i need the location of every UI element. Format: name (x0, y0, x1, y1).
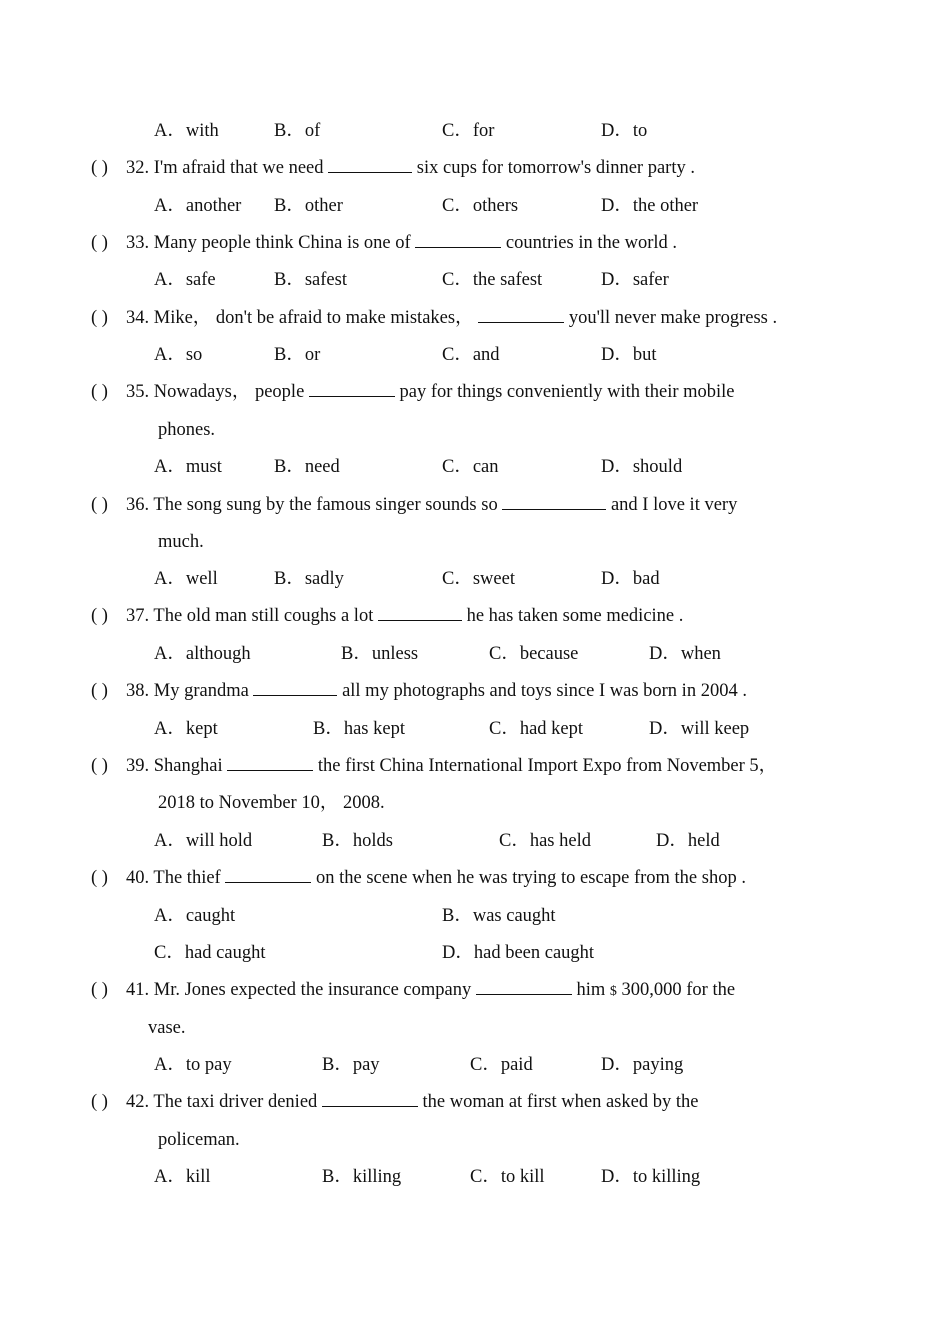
answer-blank (309, 380, 395, 397)
option-b: B．was caught (442, 906, 556, 926)
option-d: D．when (649, 644, 721, 664)
answer-blank (225, 866, 311, 883)
option-a: A．although (154, 644, 251, 664)
answer-paren: ( ) (91, 495, 108, 515)
option-d: D．had been caught (442, 943, 595, 963)
option-d: D．bad (601, 569, 660, 589)
option-c: C．others (442, 196, 519, 216)
option-b: B．pay (322, 1055, 380, 1075)
option-d: D．held (656, 831, 720, 851)
option-c: C．has held (499, 831, 591, 851)
option-b: B．safest (274, 270, 347, 290)
question-text: 33. Many people think China is one of countries in the world . (126, 233, 677, 253)
option-a: A．will hold (154, 831, 253, 851)
option-a: A．kept (154, 719, 218, 739)
option-c: C．because (489, 644, 579, 664)
question-text: 40. The thief on the scene when he was trying to escape from the shop . (126, 868, 746, 888)
answer-paren: ( ) (91, 233, 108, 253)
answer-blank (502, 493, 606, 510)
option-d: D．paying (601, 1055, 684, 1075)
answer-paren: ( ) (91, 308, 108, 328)
option-d: D．should (601, 457, 683, 477)
answer-paren: ( ) (91, 980, 108, 1000)
option-b: B．of (274, 121, 321, 141)
option-a: A．safe (154, 270, 216, 290)
question-text: 36. The song sung by the famous singer sounds so and I love it very (126, 495, 738, 515)
answer-blank (378, 604, 462, 621)
option-a: A．kill (154, 1167, 211, 1187)
question-text: 37. The old man still coughs a lot he has taken some medicine . (126, 606, 684, 626)
option-c: C．had kept (489, 719, 584, 739)
answer-paren: ( ) (91, 158, 108, 178)
option-a: A．with (154, 121, 219, 141)
option-c: C．paid (470, 1055, 533, 1075)
answer-paren: ( ) (91, 756, 108, 776)
option-c: C．the safest (442, 270, 543, 290)
dollar-sign: $ (609, 984, 617, 999)
option-b: B．need (274, 457, 340, 477)
option-a: A．so (154, 345, 203, 365)
option-c: C．had caught (154, 943, 266, 963)
option-c: C．for (442, 121, 495, 141)
option-d: D．to killing (601, 1167, 701, 1187)
option-b: B．sadly (274, 569, 344, 589)
answer-paren: ( ) (91, 1092, 108, 1112)
question-text: 39. Shanghai the first China International Import Expo from November 5， (126, 756, 778, 776)
option-d: D．the other (601, 196, 699, 216)
answer-blank (328, 156, 412, 173)
answer-paren: ( ) (91, 868, 108, 888)
answer-blank (253, 679, 337, 696)
answer-blank (478, 306, 564, 323)
option-a: A．must (154, 457, 222, 477)
option-c: C．to kill (470, 1167, 545, 1187)
answer-blank (415, 231, 501, 248)
option-b: B．unless (341, 644, 419, 664)
question-text: 34. Mike， don't be afraid to make mistakes， you'll never make progress . (126, 308, 778, 328)
option-a: A．another (154, 196, 242, 216)
option-a: A．caught (154, 906, 236, 926)
option-c: C．can (442, 457, 499, 477)
answer-blank (476, 978, 572, 995)
question-text: 41. Mr. Jones expected the insurance company him $ 300,000 for the (126, 980, 736, 1000)
answer-paren: ( ) (91, 382, 108, 402)
option-b: B．killing (322, 1167, 402, 1187)
question-text: 42. The taxi driver denied the woman at first when asked by the (126, 1092, 699, 1112)
option-b: B．other (274, 196, 343, 216)
answer-blank (227, 754, 313, 771)
option-d: D．but (601, 345, 657, 365)
answer-blank (322, 1090, 418, 1107)
option-b: B．or (274, 345, 321, 365)
question-text: 35. Nowadays， people pay for things conveniently with their mobile (126, 382, 735, 402)
option-b: B．has kept (313, 719, 405, 739)
question-text: 38. My grandma all my photographs and toys since I was born in 2004 . (126, 681, 747, 701)
option-c: C．and (442, 345, 500, 365)
answer-paren: ( ) (91, 681, 108, 701)
option-b: B．holds (322, 831, 393, 851)
option-c: C．sweet (442, 569, 515, 589)
option-d: D．to (601, 121, 648, 141)
option-d: D．safer (601, 270, 669, 290)
option-a: A．well (154, 569, 218, 589)
option-d: D．will keep (649, 719, 750, 739)
answer-paren: ( ) (91, 606, 108, 626)
option-a: A．to pay (154, 1055, 232, 1075)
question-text: 32. I'm afraid that we need six cups for tomorrow's dinner party . (126, 158, 695, 178)
